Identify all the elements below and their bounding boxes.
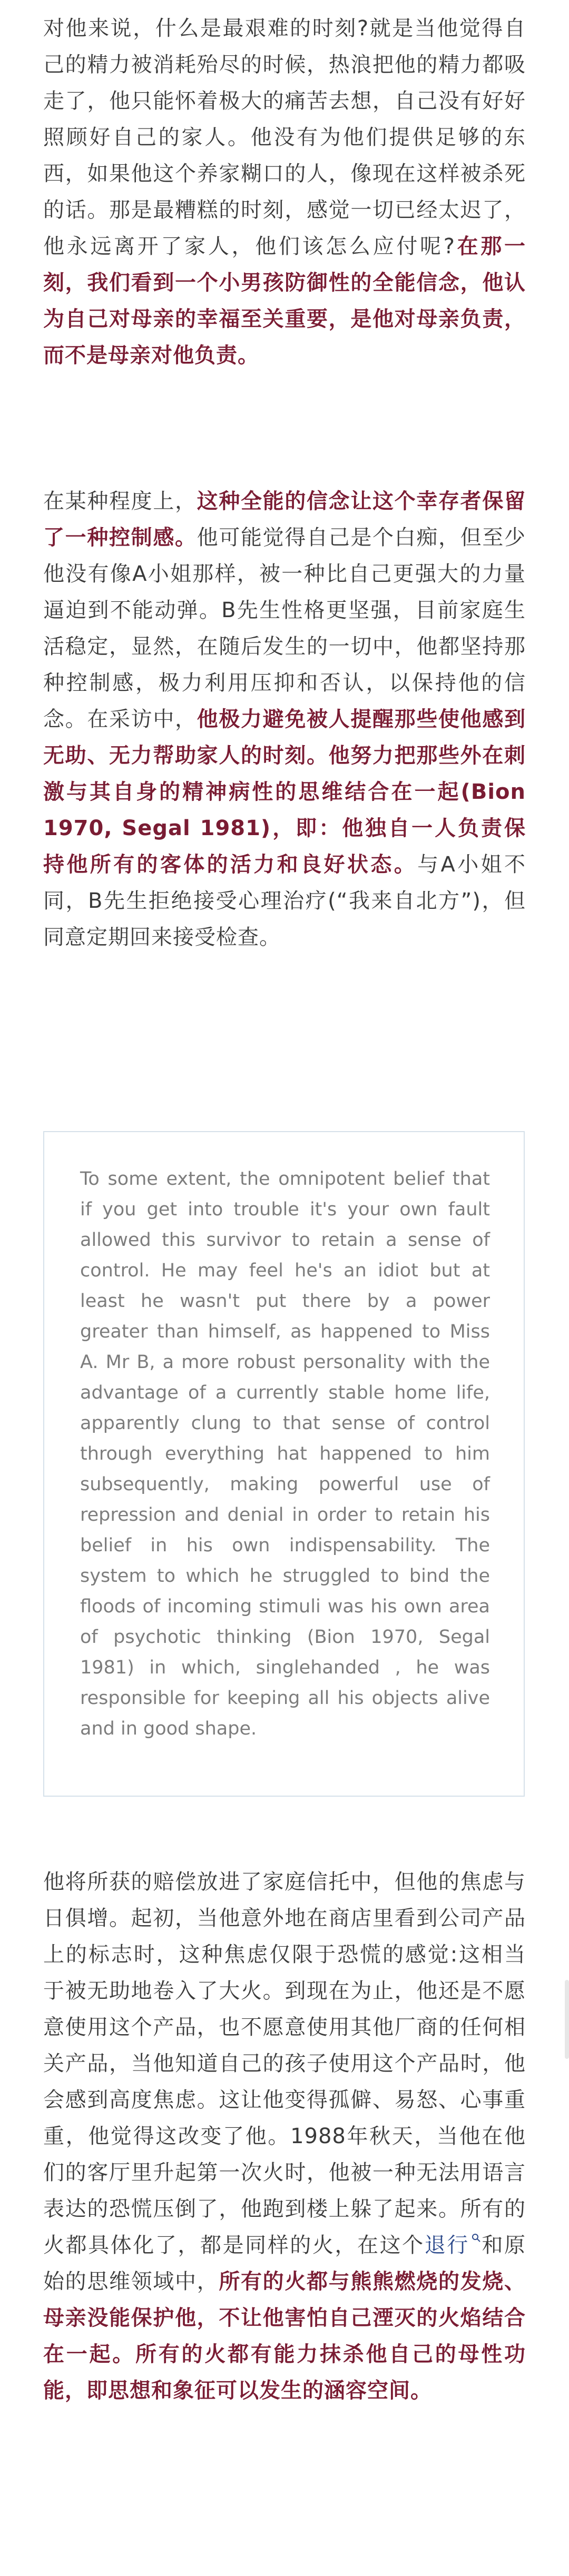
text-run: 他可能觉得自己是个白痴，但至少他没有像A小姐那样，被一种比自己更强大的力量逼迫到不能动弹。B先生性格更坚强，目前家庭生活稳定，显然，在随后发生的一切中，他都坚持那种控制感，极力利用压抑和否认，以保持他的信念。在采访中， <box>43 526 526 731</box>
search-icon[interactable] <box>472 2218 481 2227</box>
text-run: 和原始的思维领域中， <box>43 2233 526 2294</box>
quote-text: To some extent, the omnipotent belief that if you get into trouble it's your own fault allowed this survivor to retain a sense of control. He may feel he's an idiot but at least he wasn't put there by a power greater than himself, as happened to Miss A. Mr B, a more robust personality with the advantage of a currently stable home life, apparently clung to that sense of control through everything hat happened to him subsequently, making powerful use of repression and denial in order to retain his belief in his own indispensability. The system to which he struggled to bind the floods of incoming stimuli was his own area of psychotic thinking (Bion 1970, Segal 1981) in which, singlehanded , he was responsible for keeping all his objects alive and in good shape. <box>80 1168 490 1739</box>
paragraph-3 <box>43 1864 526 2409</box>
text-run: 在某种程度上， <box>43 489 197 513</box>
text-run: 与A小姐不同，B先生拒绝接受心理治疗(“我来自北方”)，但同意定期回来接受检查。 <box>43 853 526 949</box>
english-quote-block <box>43 1131 525 1797</box>
paragraph-2 <box>43 483 526 956</box>
emphasis-text: 在那一刻，我们看到一个小男孩防御性的全能信念，他认为自己对母亲的幸福至关重要，是他对母亲负责，而不是母亲对他负责。 <box>43 234 526 368</box>
emphasis-text: 他极力避免被人提醒那些使他感到无助、无力帮助家人的时刻。他努力把那些外在刺激与其自身的精神病性的思维结合在一起(Bion 1970, Segal 1981)，即：他独自一人负责保持他所有的客体的活力和良好状态。 <box>43 707 526 877</box>
regression-link[interactable] <box>425 2233 481 2257</box>
emphasis-text: 这种全能的信念让这个幸存者保留了一种控制感。 <box>43 489 526 550</box>
paragraph-1 <box>43 11 526 374</box>
emphasis-text: 所有的火都与熊熊燃烧的发烧、母亲没能保护他，不让他害怕自己湮灭的火焰结合在一起。所有的火都有能力抹杀他自己的母性功能，即思想和象征可以发生的涵容空间。 <box>43 2270 526 2403</box>
link-text[interactable]: 退行 <box>424 2233 469 2257</box>
text-run: 对他来说，什么是最艰难的时刻?就是当他觉得自己的精力被消耗殆尽的时候，热浪把他的精力都吸走了，他只能怀着极大的痛苦去想，自己没有好好照顾好自己的家人。他没有为他们提供足够的东西，如果他这个养家糊口的人，像现在这样被杀死的话。那是最糟糕的时刻，感觉一切已经太迟了，他永远离开了家人，他们该怎么应付呢? <box>43 16 526 259</box>
scrollbar[interactable] <box>565 1980 569 2059</box>
text-run: 他将所获的赔偿放进了家庭信托中，但他的焦虑与日俱增。起初，当他意外地在商店里看到公司产品上的标志时，这种焦虑仅限于恐慌的感觉:这相当于被无助地卷入了大火。到现在为止，他还是不愿意使用这个产品，也不愿意使用其他厂商的任何相关产品，当他知道自己的孩子使用这个产品时，他会感到高度焦虑。这让他变得孤僻、易怒、心事重重，他觉得这改变了他。1988年秋天，当他在他们的客厅里升起第一次火时，他被一种无法用语言表达的恐慌压倒了，他跑到楼上躲了起来。所有的火都具体化了，都是同样的火，在这个 <box>43 1870 526 2257</box>
